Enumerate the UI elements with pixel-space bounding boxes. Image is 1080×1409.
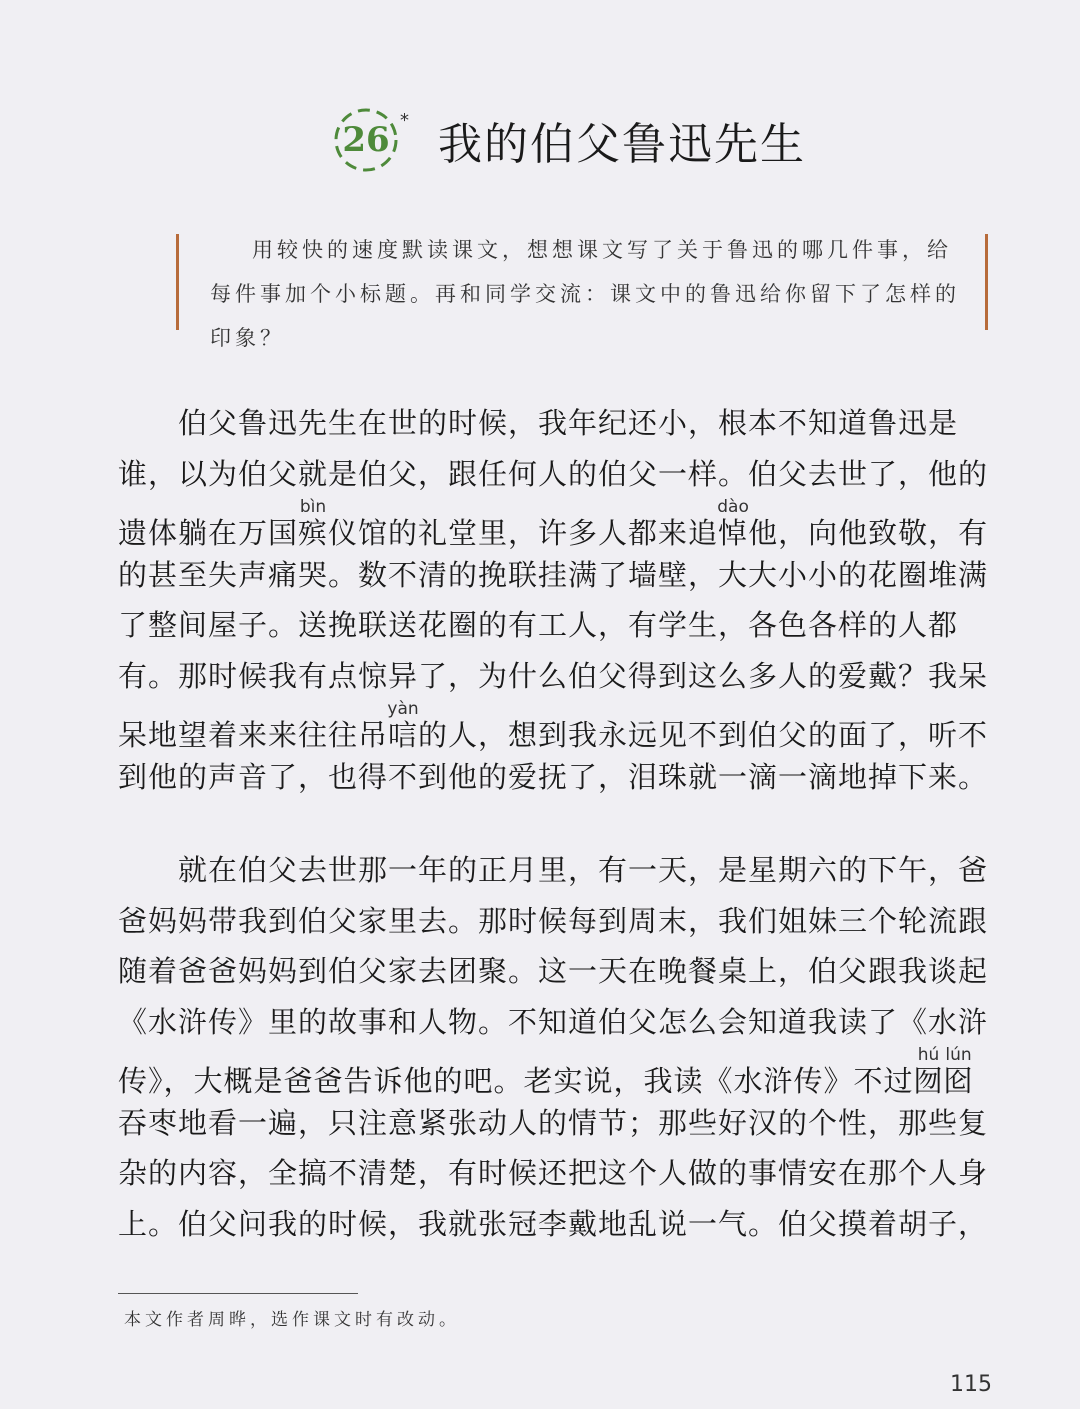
- pinyin: bìn: [298, 497, 329, 517]
- pinyin-annotation: [717, 497, 749, 550]
- text-span: 仪馆的礼堂里，许多人都来追: [328, 516, 719, 550]
- annotated-char: 悼: [717, 516, 749, 550]
- text-line: [118, 1047, 994, 1098]
- text-span: 他，向他致敬，有: [748, 516, 989, 550]
- lesson-number: 26: [342, 120, 390, 160]
- pinyin-annotation: [298, 497, 329, 550]
- text-line: 吞枣地看一遍，只注意紧张动人的情节；那些好汉的个性，那些复: [118, 1105, 989, 1140]
- text-line: 有。那时候我有点惊异了，为什么伯父得到这么多人的爱戴？我呆: [118, 658, 989, 693]
- lesson-header: [330, 100, 806, 180]
- pinyin-annotation: [943, 1045, 974, 1098]
- footnote-divider: [118, 1293, 358, 1294]
- text-line: 就在伯父去世那一年的正月里，有一天，是星期六的下午，爸: [178, 853, 989, 887]
- text-line: 《水浒传》里的故事和人物。不知道伯父怎么会知道我读了《水浒: [118, 1004, 989, 1039]
- annotated-char: 殡: [298, 516, 329, 550]
- text-line: 伯父鲁迅先生在世的时候，我年纪还小，根本不知道鲁迅是: [178, 406, 959, 440]
- annotated-char: 囵: [943, 1064, 974, 1098]
- annotated-char: 唁: [387, 718, 419, 752]
- paragraph-1: [118, 398, 994, 802]
- text-span: 遗体躺在万国: [118, 516, 299, 550]
- text-line: 杂的内容，全搞不清楚，有时候还把这个人做的事情安在那个人身: [118, 1156, 989, 1190]
- text-line: 随着爸爸妈妈到伯父家去团聚。这一天在晚餐桌上，伯父跟我谈起: [118, 954, 989, 988]
- page-number: 115: [950, 1372, 992, 1397]
- text-line: 到他的声音了，也得不到他的爱抚了，泪珠就一滴一滴地掉下来。: [118, 759, 989, 794]
- text-line: [118, 499, 994, 550]
- pinyin-annotation: [913, 1045, 944, 1098]
- text-line: 了整间屋子。送挽联送花圈的有工人，有学生，各色各样的人都: [118, 608, 959, 642]
- text-line: 谁，以为伯父就是伯父，跟任何人的伯父一样。伯父去世了，他的: [118, 456, 989, 491]
- text-line: 上。伯父问我的时候，我就张冠李戴地乱说一气。伯父摸着胡子，: [118, 1206, 989, 1241]
- text-span: 呆地望着来来往往吊: [118, 718, 389, 752]
- pinyin-annotation: [387, 699, 419, 752]
- pinyin: lún: [943, 1045, 974, 1065]
- annotated-char: 囫: [913, 1064, 944, 1098]
- text-line: [118, 701, 994, 752]
- pinyin: dào: [717, 497, 749, 517]
- reading-guide: 用较快的速度默读课文，想想课文写了关于鲁迅的哪几件事，给每件事加个小标题。再和同学交流：课文中的鲁迅给你留下了怎样的印象？: [210, 238, 960, 350]
- text-span: 传》，大概是爸爸告诉他的吧。老实说，我读《水浒传》不过: [118, 1064, 914, 1098]
- lesson-title: 我的伯父鲁迅先生: [438, 119, 806, 170]
- footnote: 本文作者周晔，选作课文时有改动。: [124, 1310, 460, 1330]
- pinyin: yàn: [387, 699, 419, 719]
- guide-left-bar: [176, 234, 179, 330]
- paragraph-2: [118, 845, 994, 1249]
- lesson-number-badge: [330, 104, 409, 176]
- guide-right-bar: [985, 234, 988, 330]
- lesson-star-mark: *: [400, 110, 409, 131]
- text-line: 的甚至失声痛哭。数不清的挽联挂满了墙壁，大大小小的花圈堆满: [118, 557, 989, 592]
- text-span: 的人，想到我永远见不到伯父的面了，听不: [418, 718, 989, 752]
- pinyin: hú: [913, 1045, 944, 1065]
- text-line: 爸妈妈带我到伯父家里去。那时候每到周末，我们姐妹三个轮流跟: [118, 903, 989, 938]
